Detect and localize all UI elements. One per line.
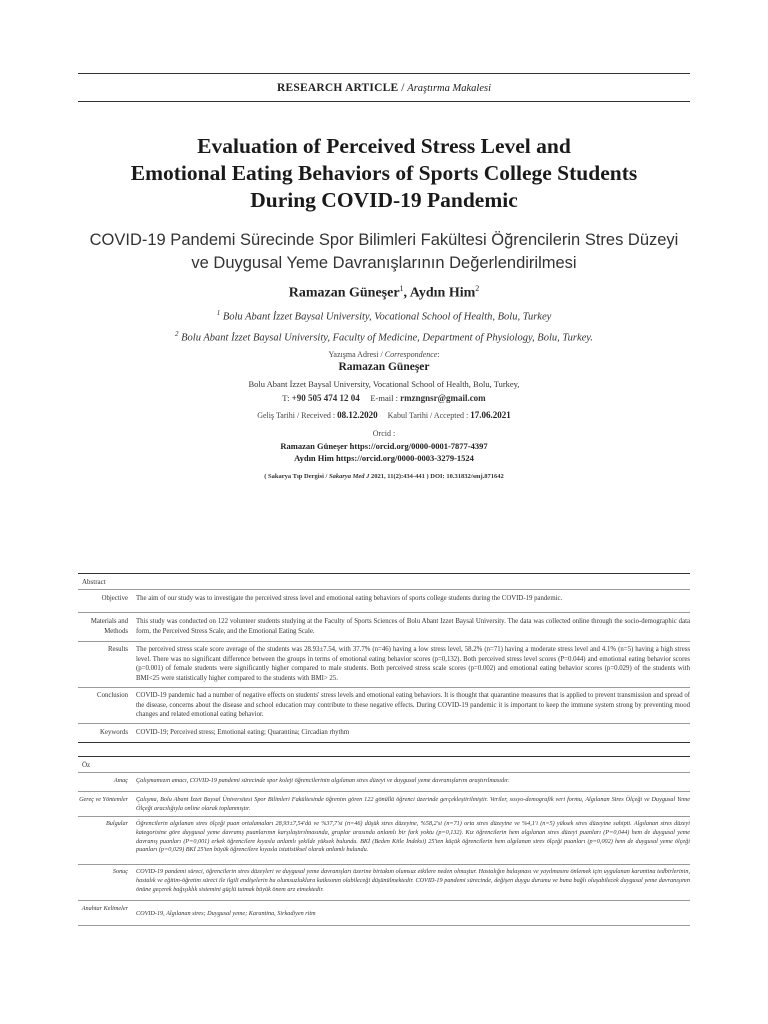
email-link[interactable]: rmzngnsr@gmail.com — [400, 393, 486, 403]
article-type-label-tr: Araştırma Makalesi — [407, 83, 491, 94]
subtitle-line: COVID-19 Pandemi Sürecinde Spor Bilimleri Fakültesi Öğrencilerin Stres Düzeyi — [89, 231, 679, 249]
citation-rest: 2021, 11(2):434-441 ) DOI: 10.31832/smj.871642 — [369, 473, 504, 480]
abstract-row-results — [78, 642, 690, 687]
article-title — [78, 133, 690, 214]
article-subtitle-tr — [78, 229, 690, 275]
author-name: Ramazan Güneşer — [288, 285, 400, 301]
oz-row-label: Anahtar Kelimeler — [81, 905, 128, 912]
received-label: Geliş Tarihi / Received : — [257, 411, 338, 420]
header-top-rule — [78, 73, 690, 74]
abstract-row-text: This study was conducted on 122 volunteer students studying at the Faculty of Sports Sciences of Bolu Abant Izzet Baysal University. The data was collected online through the socio-demographic data form, the Perceived Stress Scale, and the Emotional Eating Scale. — [136, 618, 690, 635]
affiliation-text: Bolu Abant İzzet Baysal University, Vocational School of Health, Bolu, Turkey — [222, 311, 552, 323]
title-line: Emotional Eating Behaviors of Sports College Students — [130, 161, 638, 185]
affiliation-sup: 2 — [175, 329, 179, 338]
oz-row-amac — [78, 773, 690, 791]
correspondence-label — [78, 350, 690, 359]
oz-row-bulgular — [78, 817, 690, 864]
affiliations — [78, 305, 690, 346]
oz-row-label: Gereç ve Yöntemler — [79, 796, 128, 803]
abstract-table — [78, 573, 690, 743]
oz-row-anahtar — [78, 901, 690, 925]
oz-row-label: Bulgular — [105, 820, 128, 827]
author-affil-sup: 1 — [399, 284, 404, 293]
citation-open: ( Sakarya Tıp Dergisi / — [264, 473, 329, 480]
abstract-heading: Abstract — [82, 578, 106, 586]
abstract-row-label: Keywords — [100, 729, 128, 736]
accepted-date: 17.06.2021 — [470, 410, 511, 420]
header-slash: / — [401, 82, 405, 94]
oz-row-gerec — [78, 792, 690, 816]
article-type-label: RESEARCH ARTICLE — [277, 82, 399, 94]
article-type-header — [78, 82, 690, 94]
received-date: 08.12.2020 — [337, 410, 378, 420]
abstract-row-text: The perceived stress scale score average of the students was 28.93±7.54, with 37.7% (n=46) having a low stress level, 58.2% (n=71) having a moderate stress level and 4.1% (n=5) having a high stress level. There was no significant difference between the groups in terms of emotional eating behavior scores (p=0,132). Both perceived stress level scores (P=0.044) and emotional eating behavior scores (p=0.001) of female students were significantly higher compared to male students. Both perceived stress scale scores (p=0.002) and emotional eating behavior scores (p=0.029) of the students with BMI<25 were statistically higher compared to the students with BMI> 25. — [136, 646, 690, 682]
citation-journal: Sakarya Med J — [328, 473, 370, 480]
orcid-link[interactable]: Aydın Him https://orcid.org/0000-0003-3279-1524 — [294, 453, 474, 463]
accepted-label: Kabul Tarihi / Accepted : — [387, 411, 471, 420]
oz-heading: Öz — [82, 761, 91, 769]
correspondence-label-colon: : — [437, 350, 440, 359]
header-bottom-rule — [78, 101, 690, 102]
oz-row-text: Çalışmamızın amacı, COVID-19 pandemi sürecinde spor koleji öğrencilerinin algılanan stres düzeyi ve duygusal yeme davranışlarını araştırılmasıdır. — [136, 777, 510, 784]
abstract-row-text: COVID-19 pandemic had a number of negative effects on students' stress levels and emotional eating behaviors. It is thought that quarantine measures that is applied to prevent transmission and spread of the disease, concerns about the disease and school education may contribute to these negative effects. During COVID-19 pandemic it is important to keep the immune system strong by preventing mood changes and related emotional eating behavior. — [136, 692, 690, 718]
oz-row-text: Çalışma, Bolu Abant İzzet Baysal Üniversitesi Spor Bilimleri Fakültesinde öğrenim gören 122 gönüllü öğrenci üzerinde gerçekleştirilmiştir. Veriler, sosyo-demografik veri formu, Algılanan Stres Ölçeği ve Duygusal Yeme Ölçeği aracılığıyla online olarak toplanmıştır. — [136, 796, 690, 812]
affiliation-text: Bolu Abant İzzet Baysal University, Faculty of Medicine, Department of Physiology, Bolu, Turkey. — [181, 332, 593, 343]
author-affil-sup: 2 — [475, 284, 480, 293]
abstract-row-objective — [78, 590, 690, 612]
telephone: +90 505 474 12 04 — [291, 393, 360, 403]
tel-label: T: — [282, 393, 292, 403]
oz-row-text: COVID-19, Algılanan stres; Duygusal yeme; Karantina, Sirkadiyen ritm — [136, 910, 316, 917]
abstract-row-text: The aim of our study was to investigate the perceived stress level and emotional eating behaviors of sports college students during the COVID-19 pandemic. — [136, 595, 563, 602]
abstract-row-label: Materials and Methods — [90, 618, 128, 635]
orcid-link[interactable]: Ramazan Güneşer https://orcid.org/0000-0001-7877-4397 — [280, 441, 488, 451]
affiliation-line — [78, 305, 690, 326]
oz-row-text: Öğrencilerin algılanan stres ölçeği puan ortalamaları 28,93±7,54'dü ve %37,7'si (n=46) düşük stres düzeyine, %58,2'si (n=71) orta stres düzeyine ve %4,1'i (n=5) yüksek stres düzeyine sahipti. Algılanan stres düzeyi kategorisine göre duygusal yeme davranış puanlarının karşılaştırılmasında, gruplar arasında anlamlı bir fark yoktu (p=0,132). Kız öğrencilerin hem algılanan stres düzeyi puanları (P=0,044) hem de duygusal yeme davranış puanları (P=0,001) erkek öğrencilere kıyasla anlamlı şekilde yüksek bulundu. BKİ (Beden Kitle İndeksi) 25'ten küçük öğrencilerin hem algılanan stres ölçeği puanları (p=0,002) hem de duygusal yeme ölçeği puanları (p=0,029) BKİ 25'ten büyük öğrencilere kıyasla istatistiksel olarak anlamlı bulundu. — [136, 820, 690, 854]
author-list — [78, 284, 690, 302]
correspondence-label-en: Correspondence — [384, 350, 438, 359]
orcid-label: Orcid : — [372, 429, 396, 438]
oz-row-label: Amaç — [113, 777, 128, 784]
abstract-row-keywords — [78, 724, 690, 742]
abstract-row-label: Objective — [101, 595, 128, 602]
author-separator: , — [403, 285, 410, 301]
title-line: During COVID-19 Pandemic — [250, 188, 518, 212]
oz-row-sonuc — [78, 865, 690, 900]
affiliation-line — [78, 326, 690, 347]
correspondence-label-tr: Yazışma Adresi / — [328, 350, 385, 359]
subtitle-line: ve Duygusal Yeme Davranışlarının Değerlendirilmesi — [191, 254, 577, 272]
oz-table — [78, 756, 690, 926]
citation-line — [78, 473, 690, 480]
correspondence-address: Bolu Abant İzzet Baysal University, Vocational School of Health, Bolu, Turkey, — [248, 379, 520, 389]
correspondence-contact — [78, 393, 690, 403]
article-dates — [78, 410, 690, 420]
abstract-row-label: Conclusion — [97, 692, 128, 699]
author-name: Aydın Him — [409, 285, 476, 301]
abstract-row-label: Results — [107, 646, 128, 653]
abstract-row-text: COVID-19; Perceived stress; Emotional eating; Quarantina; Circadian rhythm — [136, 729, 350, 736]
oz-row-text: COVID-19 pandemi süreci, öğrencilerin stres düzeyleri ve duygusal yeme davranışları üzerine birtakım olumsuz etkilere neden olmuştur. Hastalığın bulaşması ve yayılmasını önlemek için uygulanan karantina tedbirlerinin, hastalık ve eğitim-öğretim süreci ile ilgili endişelerin bu olumsuzluklara katkısının olabileceği düşünülmektedir. COVID-19 pandemi sürecinde, değişen duygu durumu ve buna bağlı oluşabilecek duygusal yeme davranışının önüne geçerek bağışıklık sistemini güçlü tutmak büyük önem arz etmektedir. — [136, 868, 690, 893]
oz-row-label: Sonuç — [112, 868, 128, 875]
abstract-row-conclusion — [78, 688, 690, 723]
title-line: Evaluation of Perceived Stress Level and — [197, 134, 571, 158]
correspondence-name: Ramazan Güneşer — [338, 361, 430, 373]
email-label: E-mail : — [370, 393, 401, 403]
affiliation-sup: 1 — [216, 309, 221, 317]
abstract-row-methods — [78, 613, 690, 641]
